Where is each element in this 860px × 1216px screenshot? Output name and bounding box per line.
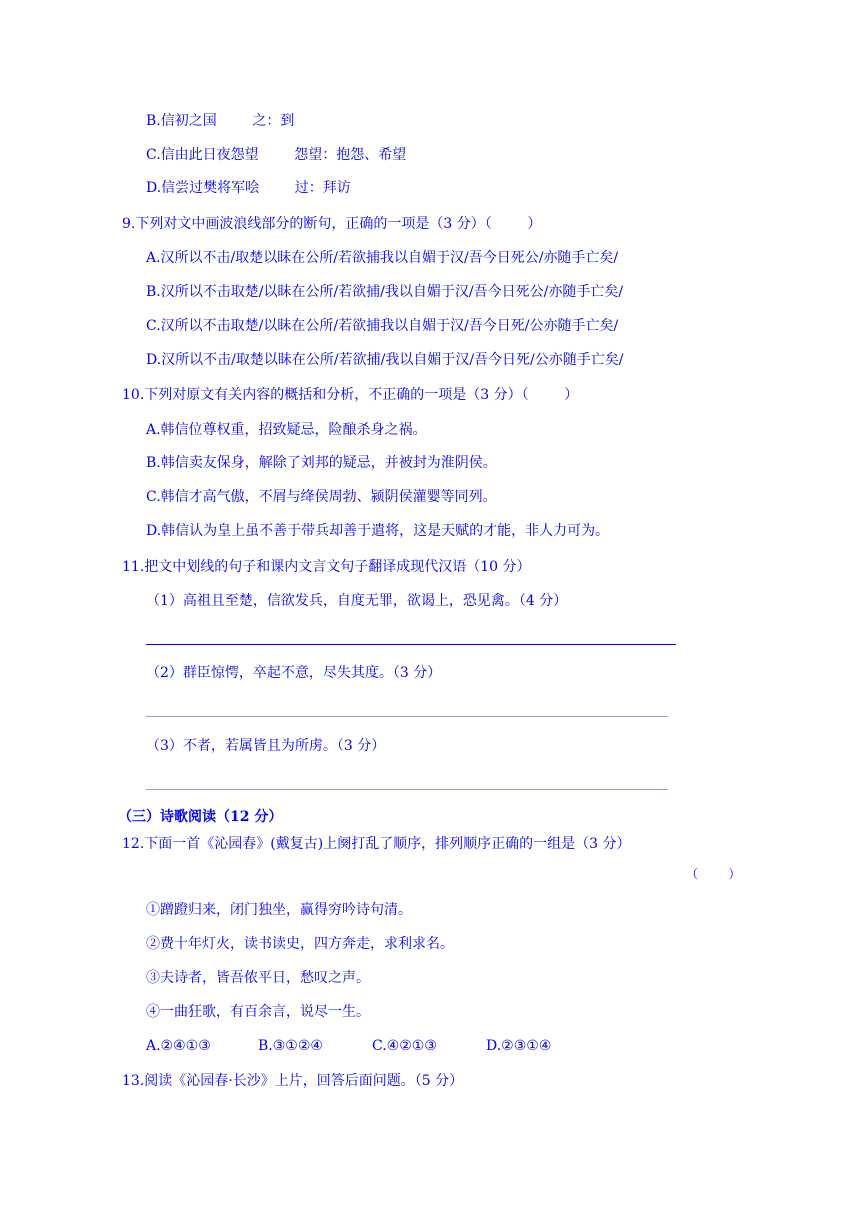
q13-stem: 13.阅读《沁园春·长沙》上片，回答后面问题。（5 分） (122, 1073, 464, 1089)
q12-option-b: B.③①②④ (258, 1038, 323, 1054)
q11-sentence-1: （1）高祖且至楚，信欲发兵，自度无罪，欲谒上，恐见禽。（4 分） (146, 593, 568, 609)
q12-item-3: ③夫诗者，皆吾侬平日，愁叹之声。 (146, 970, 370, 986)
answer-line-3 (146, 789, 668, 790)
q8-option-b: B.信初之国 之：到 (146, 113, 295, 129)
q10-option-a: A.韩信位尊权重，招致疑忌，险酿杀身之祸。 (146, 422, 427, 438)
q12-item-4: ④一曲狂歌，有百余言，说尽一生。 (146, 1004, 370, 1020)
q10-option-d: D.韩信认为皇上虽不善于带兵却善于遣将，这是天赋的才能，非人力可为。 (146, 523, 610, 539)
answer-line-2 (146, 716, 668, 717)
q12-option-d: D.②③①④ (486, 1038, 552, 1054)
q12-option-a: A.②④①③ (146, 1038, 211, 1054)
q8-option-d: D.信尝过樊将军哙 过：拜访 (146, 180, 351, 196)
q12-item-2: ②费十年灯火，读书读史，四方奔走，求利求名。 (146, 936, 454, 952)
q9-option-a: A.汉所以不击/取楚以眛在公所/若欲捕我以自媚于汉/吾今日死公/亦随手亡矣/ (146, 250, 619, 266)
q10-option-b: B.韩信卖友保身，解除了刘邦的疑忌，并被封为淮阴侯。 (146, 455, 497, 471)
q11-stem: 11.把文中划线的句子和课内文言文句子翻译成现代汉语（10 分） (122, 559, 531, 575)
q9-option-c: C.汉所以不击取楚/以眛在公所/若欲捕我以自媚于汉/吾今日死/公亦随手亡矣/ (146, 318, 619, 334)
section-heading: （三）诗歌阅读（12 分） (118, 809, 283, 825)
q12-stem: 12.下面一首《沁园春》(戴复古)上阕打乱了顺序，排列顺序正确的一组是（3 分） (122, 836, 631, 852)
q11-sentence-3: （3）不者，若属皆且为所虏。（3 分） (146, 738, 386, 754)
q9-option-b: B.汉所以不击取楚/以眛在公所/若欲捕/我以自媚于汉/吾今日死公/亦随手亡矣/ (146, 284, 624, 300)
q10-option-c: C.韩信才高气傲，不屑与绛侯周勃、颍阴侯灌婴等同列。 (146, 489, 497, 505)
q11-sentence-2: （2）群臣惊愕，卒起不意，尽失其度。（3 分） (146, 665, 442, 681)
q12-item-1: ①蹭蹬归来，闭门独坐，赢得穷吟诗句清。 (146, 902, 412, 918)
q9-stem: 9.下列对文中画波浪线部分的断句，正确的一项是（3 分）（ ） (122, 216, 542, 232)
q9-option-d: D.汉所以不击/取楚以眛在公所/若欲捕/我以自媚于汉/吾今日死/公亦随手亡矣/ (146, 352, 624, 368)
q10-stem: 10.下列对原文有关内容的概括和分析，不正确的一项是（3 分）（ ） (122, 387, 579, 403)
q8-option-c: C.信由此日夜怨望 怨望：抱怨、希望 (146, 147, 407, 163)
answer-line-1 (146, 644, 676, 645)
q12-answer-paren: （ ） (686, 867, 741, 881)
q12-option-c: C.④②①③ (372, 1038, 437, 1054)
